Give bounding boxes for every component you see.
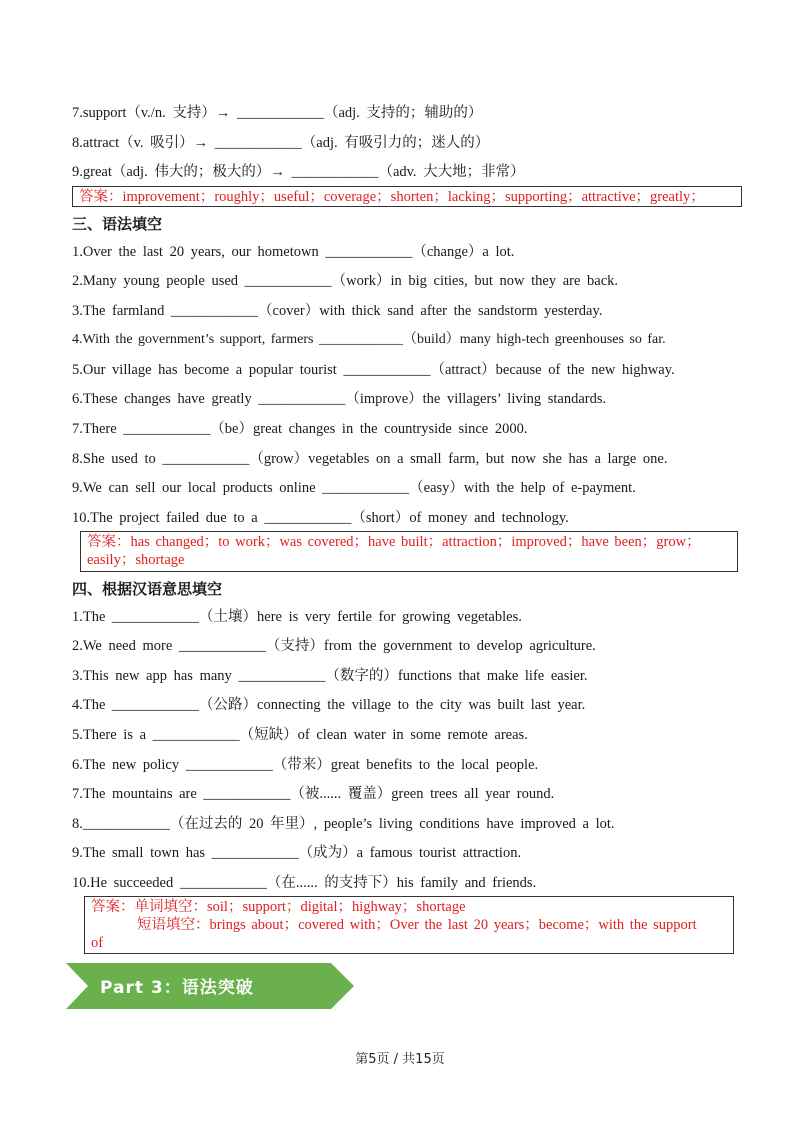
section-title-chinese-fill: 四、根据汉语意思填空 [72,580,223,598]
chinese-item-4: 4.The ____________（公路）connecting the village to the city was built last year. [72,697,586,713]
grammar-item-2: 2.Many young people used ____________（work）in big cities, but now they are back. [72,273,619,289]
answer-text: 答案：improvement；roughly；useful；coverage；shorten；lacking；supporting；attractive；greatly； [79,189,705,205]
answer-box-section4 [84,896,734,954]
vocab-item-8: 8.attract（v. 吸引）→ ____________（adj. 有吸引力的；迷人的） [72,135,490,151]
chinese-item-10: 10.He succeeded ____________（在...... 的支持下）his family and friends. [72,875,537,891]
grammar-item-7: 7.There ____________（be）great changes in the countryside since 2000. [72,421,528,437]
answer-text-line1: 答案：has changed；to work；was covered；have built；attraction；improved；have been；grow； [87,534,701,550]
answer-box-section2 [72,186,742,207]
grammar-item-8: 8.She used to ____________（grow）vegetables on a small farm, but now she has a large one. [72,451,668,467]
chinese-item-1: 1.The ____________（土壤）here is very fertile for growing vegetables. [72,609,522,625]
answer-text-line1: 答案：单词填空：soil；support；digital；highway；shortage [91,899,466,915]
section-title-grammar-fill: 三、语法填空 [72,215,163,233]
grammar-item-6: 6.These changes have greatly ____________（improve）the villagers’ living standards. [72,391,607,407]
grammar-item-10: 10.The project failed due to a ____________（short）of money and technology. [72,510,569,526]
chinese-item-9: 9.The small town has ____________（成为）a famous tourist attraction. [72,845,522,861]
grammar-item-3: 3.The farmland ____________（cover）with thick sand after the sandstorm yesterday. [72,303,603,319]
chinese-item-8: 8.____________（在过去的 20 年里）, people’s living conditions have improved a lot. [72,816,615,832]
grammar-item-9: 9.We can sell our local products online ____________（easy）with the help of e-payment. [72,480,636,496]
chinese-item-2: 2.We need more ____________（支持）from the government to develop agriculture. [72,638,596,654]
chinese-item-5: 5.There is a ____________（短缺）of clean water in some remote areas. [72,727,528,743]
vocab-item-7: 7.support（v./n. 支持）→ ____________（adj. 支持的；辅助的） [72,105,483,121]
answer-text-line2: 短语填空：brings about；covered with；Over the last 20 years；become；with the support [137,917,697,933]
chinese-item-6: 6.The new policy ____________（带来）great benefits to the local people. [72,757,539,773]
part3-banner-title: Part 3：语法突破 [100,978,254,998]
answer-text-line2: easily；shortage [87,552,185,568]
answer-text-line3: of [91,935,104,951]
chinese-item-3: 3.This new app has many ____________（数字的）functions that make life easier. [72,668,588,684]
grammar-item-5: 5.Our village has become a popular tourist ____________（attract）because of the new highway. [72,362,675,378]
answer-box-section3 [80,531,738,572]
grammar-item-1: 1.Over the last 20 years, our hometown ____________（change）a lot. [72,244,515,260]
chinese-item-7: 7.The mountains are ____________（被...... 覆盖）green trees all year round. [72,786,555,802]
vocab-item-9: 9.great（adj. 伟大的；极大的）→ ____________（adv. 大大地；非常） [72,164,525,180]
page-number: 第5页 / 共15页 [355,1052,445,1067]
grammar-item-4: 4.With the government’s support, farmers ____________（build）many high-tech greenhouses so far. [72,332,666,347]
